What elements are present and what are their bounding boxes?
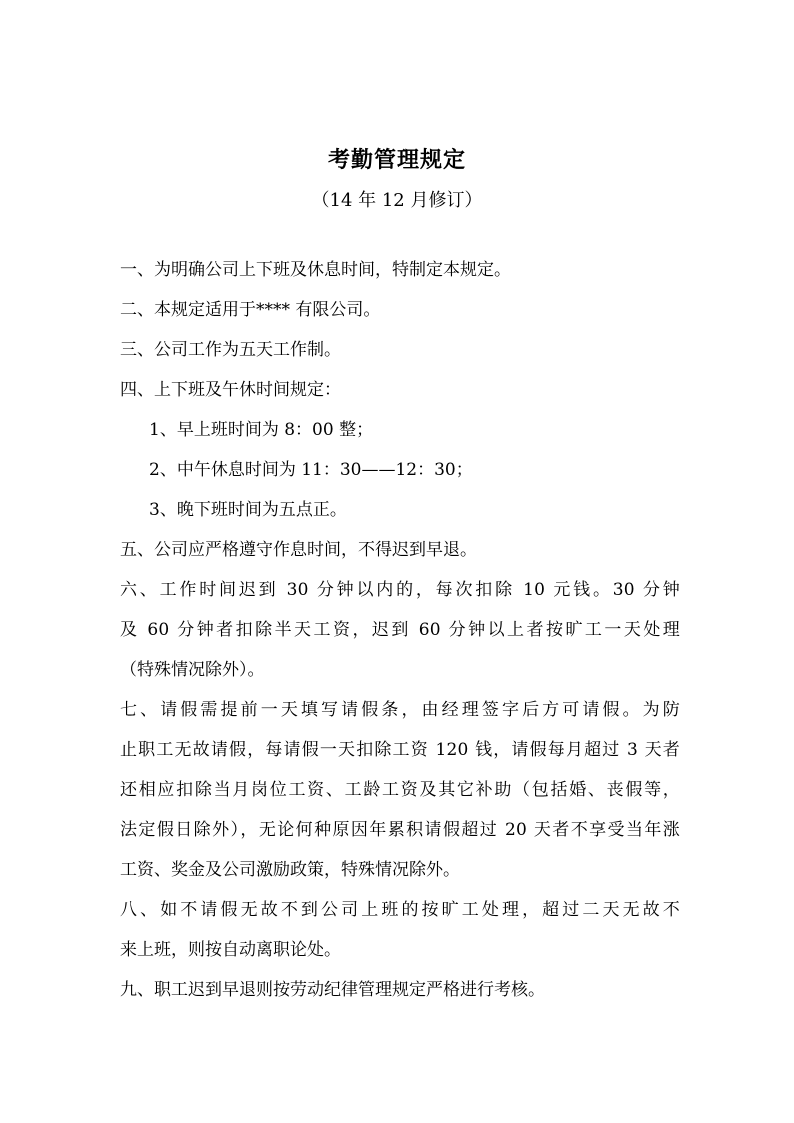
clause-2: 二、本规定适用于**** 有限公司。 [120, 300, 381, 320]
document-subtitle: （14 年 12 月修订） [311, 190, 483, 211]
clause-6-line-2: 及 60 分钟者扣除半天工资，迟到 60 分钟以上者按旷工一天处理 [120, 620, 680, 640]
clause-1: 一、为明确公司上下班及休息时间，特制定本规定。 [120, 260, 511, 280]
clause-4-item-1: 1、早上班时间为 8：00 整； [149, 420, 374, 440]
clause-7-line-3: 还相应扣除当月岗位工资、工龄工资及其它补助（包括婚、丧假等， [120, 780, 680, 800]
clause-3: 三、公司工作为五天工作制。 [120, 340, 341, 360]
clause-8-line-1: 八、如不请假无故不到公司上班的按旷工处理，超过二天无故不 [120, 900, 680, 920]
clause-7-line-5: 工资、奖金及公司激励政策，特殊情况除外。 [120, 860, 460, 880]
document-title: 考勤管理规定 [327, 147, 466, 173]
clause-6-line-1: 六、工作时间迟到 30 分钟以内的，每次扣除 10 元钱。30 分钟 [120, 580, 680, 600]
clause-7-line-1: 七、请假需提前一天填写请假条，由经理签字后方可请假。为防 [120, 700, 680, 720]
clause-5: 五、公司应严格遵守作息时间，不得迟到早退。 [120, 540, 477, 560]
clause-7-line-2: 止职工无故请假，每请假一天扣除工资 120 钱，请假每月超过 3 天者 [120, 740, 680, 760]
clause-4-item-3: 3、晚下班时间为五点正。 [149, 500, 347, 520]
clause-6-line-3: （特殊情况除外）。 [120, 660, 265, 680]
clause-4: 四、上下班及午休时间规定： [120, 380, 341, 400]
clause-4-item-2: 2、中午休息时间为 11：30——12：30； [149, 460, 473, 480]
clause-9: 九、职工迟到早退则按劳动纪律管理规定严格进行考核。 [120, 980, 545, 1000]
clause-8-line-2: 来上班，则按自动离职论处。 [120, 940, 341, 960]
clause-7-line-4: 法定假日除外），无论何种原因年累积请假超过 20 天者不享受当年涨 [120, 820, 680, 840]
document-body [120, 250, 680, 1010]
